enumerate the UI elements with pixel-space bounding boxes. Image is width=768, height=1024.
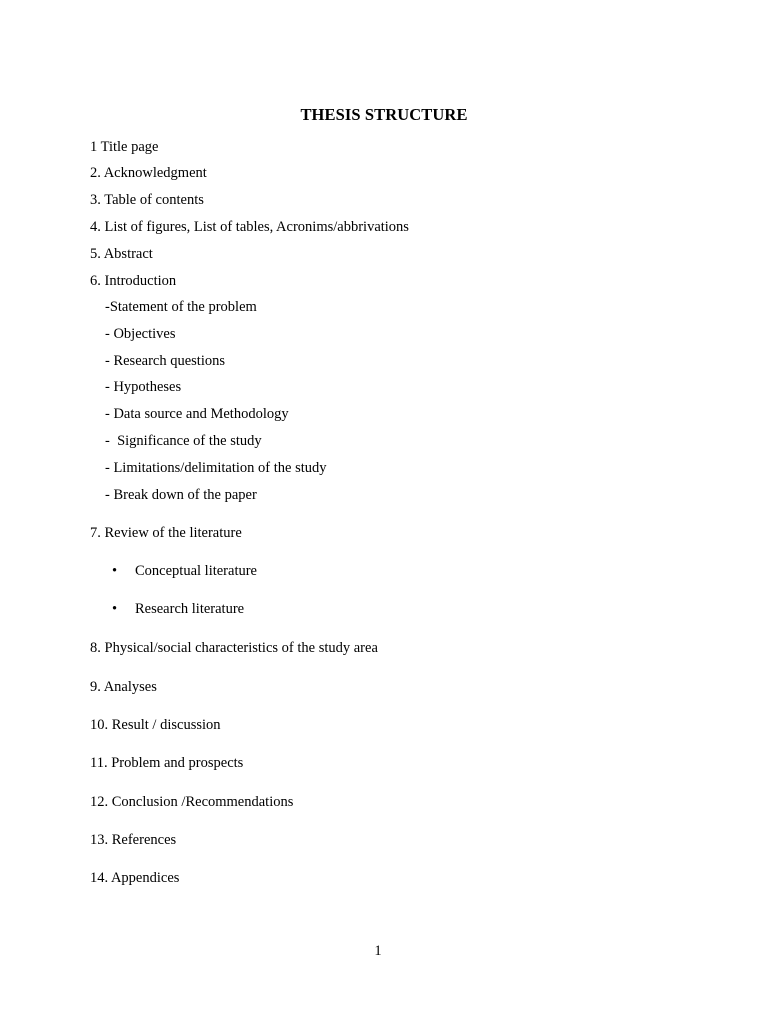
list-item-analyses: 9. Analyses — [90, 679, 157, 695]
bullet-item-research: Research literature — [135, 601, 245, 617]
list-item-appendices: 14. Appendices — [90, 870, 180, 886]
bullet-item-conceptual: Conceptual literature — [135, 563, 257, 579]
sub-item-objectives: - Objectives — [105, 326, 176, 342]
list-item-acknowledgment: 2. Acknowledgment — [90, 165, 207, 181]
list-item-conclusion: 12. Conclusion /Recommendations — [90, 794, 294, 810]
list-item-title-page: 1 Title page — [90, 139, 159, 155]
list-item-physical-social: 8. Physical/social characteristics of the study area — [90, 640, 378, 656]
list-item-result: 10. Result / discussion — [90, 717, 221, 733]
list-item-references: 13. References — [90, 832, 177, 848]
sub-item-statement: -Statement of the problem — [105, 299, 257, 315]
list-item-review: 7. Review of the literature — [90, 525, 242, 541]
bullet-glyph: • — [112, 563, 118, 579]
sub-item-research-questions: - Research questions — [105, 353, 225, 369]
page-number: 1 — [374, 943, 382, 959]
list-item-introduction: 6. Introduction — [90, 273, 177, 289]
list-item-problems: 11. Problem and prospects — [90, 755, 244, 771]
sub-item-hypotheses: - Hypotheses — [105, 379, 182, 395]
sub-item-methodology: - Data source and Methodology — [105, 406, 289, 422]
list-item-lists: 4. List of figures, List of tables, Acronims/abbrivations — [90, 219, 409, 235]
sub-item-limitations: - Limitations/delimitation of the study — [105, 460, 327, 476]
page-title: THESIS STRUCTURE — [300, 105, 468, 124]
sub-item-breakdown: - Break down of the paper — [105, 487, 257, 503]
sub-item-significance: - Significance of the study — [105, 433, 262, 449]
list-item-table-of-contents: 3. Table of contents — [90, 192, 204, 208]
list-item-abstract: 5. Abstract — [90, 246, 153, 262]
bullet-glyph: • — [112, 601, 118, 617]
